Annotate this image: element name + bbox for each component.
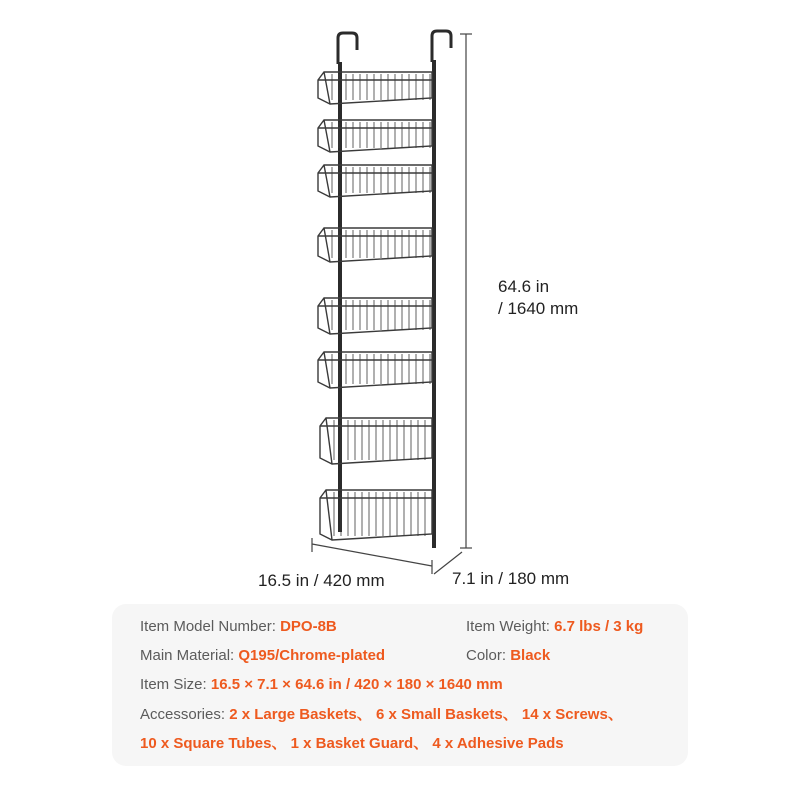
wire-basket (320, 490, 432, 540)
accessory-item: 10 x Square Tubes (140, 735, 272, 752)
spec-row-color (466, 646, 550, 666)
depth-dimension-label: 7.1 in / 180 mm (452, 569, 570, 588)
spec-row-material (140, 646, 385, 666)
spec-row-size (140, 675, 503, 695)
height-dimension-label (498, 276, 578, 320)
accessory-item: 4 x Adhesive Pads (432, 735, 564, 752)
color-label: Color: (466, 647, 507, 664)
model-label: Item Model Number: (140, 618, 276, 635)
size-label: Item Size: (140, 676, 207, 693)
accessory-item: 1 x Basket Guard (290, 735, 414, 752)
separator: 、 (607, 706, 623, 723)
size-value: 16.5 × 7.1 × 64.6 in / 420 × 180 × 1640 mm (210, 676, 503, 693)
spec-row-weight (466, 617, 643, 637)
spec-row-accessories-cont (140, 734, 564, 754)
spec-row-model (140, 617, 337, 637)
separator: 、 (271, 735, 287, 752)
material-label: Main Material: (140, 647, 235, 664)
height-mm: / 1640 mm (498, 299, 579, 318)
spec-row-accessories (140, 705, 623, 725)
wire-basket (318, 352, 432, 388)
weight-label: Item Weight: (466, 618, 550, 635)
accessory-item: 6 x Small Baskets (375, 706, 503, 723)
separator: 、 (413, 735, 429, 752)
wire-basket (318, 72, 432, 104)
wire-basket (318, 298, 432, 334)
model-value: DPO-8B (280, 618, 337, 635)
color-value: Black (510, 647, 551, 664)
accessory-item: 14 x Screws (521, 706, 608, 723)
wire-basket (320, 418, 432, 464)
wire-basket (318, 228, 432, 262)
width-dimension-label: 16.5 in / 420 mm (258, 571, 385, 590)
material-value: Q195/Chrome-plated (238, 647, 386, 664)
accessory-item: 2 x Large Baskets (229, 706, 357, 723)
wire-basket (318, 165, 432, 197)
height-inches: 64.6 in (498, 277, 550, 296)
wire-basket (318, 120, 432, 152)
separator: 、 (502, 706, 518, 723)
separator: 、 (356, 706, 372, 723)
accessories-label: Accessories: (140, 706, 226, 723)
weight-value: 6.7 lbs / 3 kg (554, 618, 644, 635)
